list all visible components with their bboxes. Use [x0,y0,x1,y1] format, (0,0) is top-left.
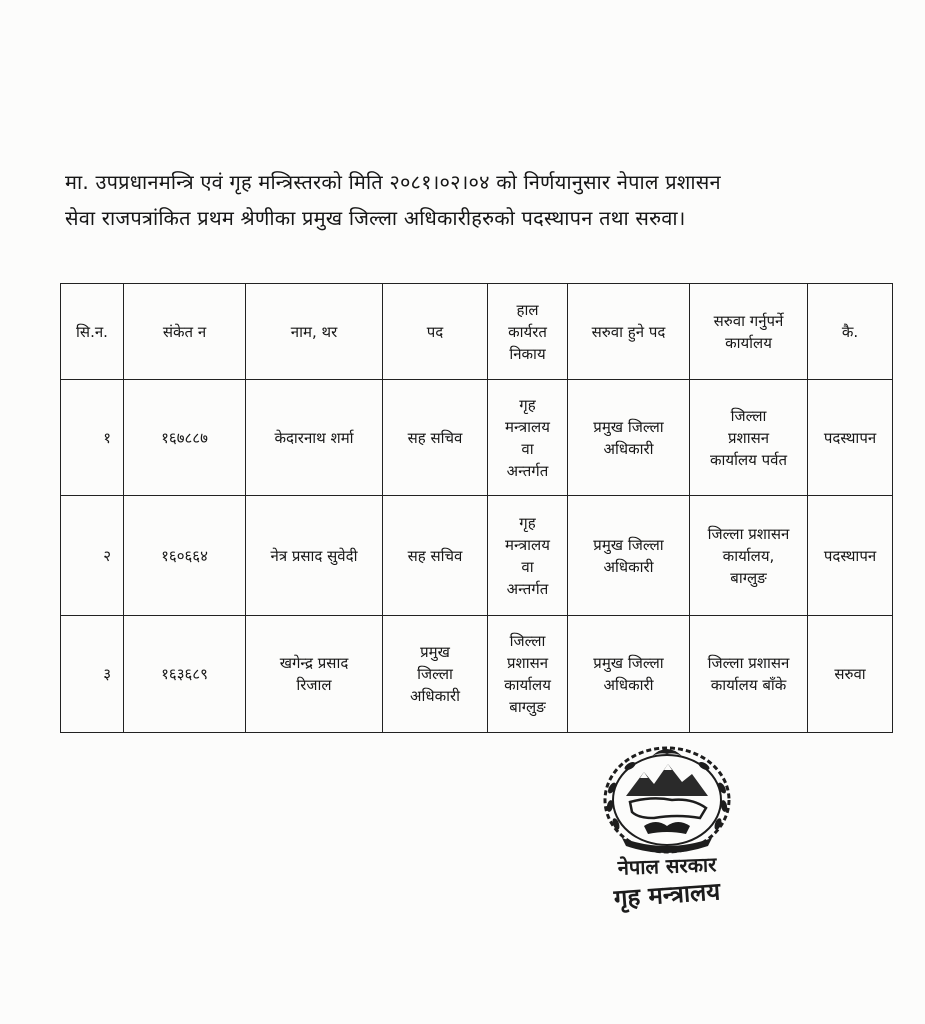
header-transfer-post: सरुवा हुने पद [568,284,690,380]
cell-name: केदारनाथ शर्मा [246,380,383,496]
cell-code-number: १६३६८९ [124,616,246,733]
header-name: नाम, थर [246,284,383,380]
cell-transfer-office: जिल्ला प्रशासन कार्यालय पर्वत [690,380,808,496]
cell-current-office: गृह मन्त्रालय वा अन्तर्गत [488,380,568,496]
cell-name: नेत्र प्रसाद सुवेदी [246,496,383,616]
table-row [61,380,893,496]
header-serial: सि.न. [61,284,124,380]
government-seal [582,738,752,918]
cell-current-office: जिल्ला प्रशासन कार्यालय बाग्लुङ [488,616,568,733]
header-transfer-office: सरुवा गर्नुपर्ने कार्यालय [690,284,808,380]
cell-name: खगेन्द्र प्रसाद रिजाल [246,616,383,733]
cell-transfer-post: प्रमुख जिल्ला अधिकारी [568,616,690,733]
cell-remarks: सरुवा [808,616,893,733]
cell-transfer-post: प्रमुख जिल्ला अधिकारी [568,496,690,616]
cell-transfer-post: प्रमुख जिल्ला अधिकारी [568,380,690,496]
header-post: पद [383,284,488,380]
document-heading [65,164,895,236]
cell-serial: १ [61,380,124,496]
cell-remarks: पदस्थापन [808,496,893,616]
header-code-number: संकेत न [124,284,246,380]
cell-transfer-office: जिल्ला प्रशासन कार्यालय बाँके [690,616,808,733]
seal-text-government: नेपाल सरकार [617,852,717,880]
cell-code-number: १६०६६४ [124,496,246,616]
emblem-icon [582,738,752,858]
heading-line-1: मा. उपप्रधानमन्त्रि एवं गृह मन्त्रिस्तरको मिति २०८१।०२।०४ को निर्णयानुसार नेपाल प्रशासन [65,170,721,194]
table-row [61,496,893,616]
heading-line-2: सेवा राजपत्रांकित प्रथम श्रेणीका प्रमुख जिल्ला अधिकारीहरुको पदस्थापन तथा सरुवा। [65,206,686,230]
table-header-row [61,284,893,380]
transfer-table [60,283,893,733]
header-remarks: कै. [808,284,893,380]
table-row [61,616,893,733]
seal-text-ministry: गृह मन्त्रालय [612,877,722,913]
header-current-office: हाल कार्यरत निकाय [488,284,568,380]
cell-post: सह सचिव [383,496,488,616]
cell-remarks: पदस्थापन [808,380,893,496]
cell-post: सह सचिव [383,380,488,496]
cell-serial: ३ [61,616,124,733]
cell-code-number: १६७८८७ [124,380,246,496]
cell-transfer-office: जिल्ला प्रशासन कार्यालय, बाग्लुङ [690,496,808,616]
cell-serial: २ [61,496,124,616]
cell-current-office: गृह मन्त्रालय वा अन्तर्गत [488,496,568,616]
cell-post: प्रमुख जिल्ला अधिकारी [383,616,488,733]
